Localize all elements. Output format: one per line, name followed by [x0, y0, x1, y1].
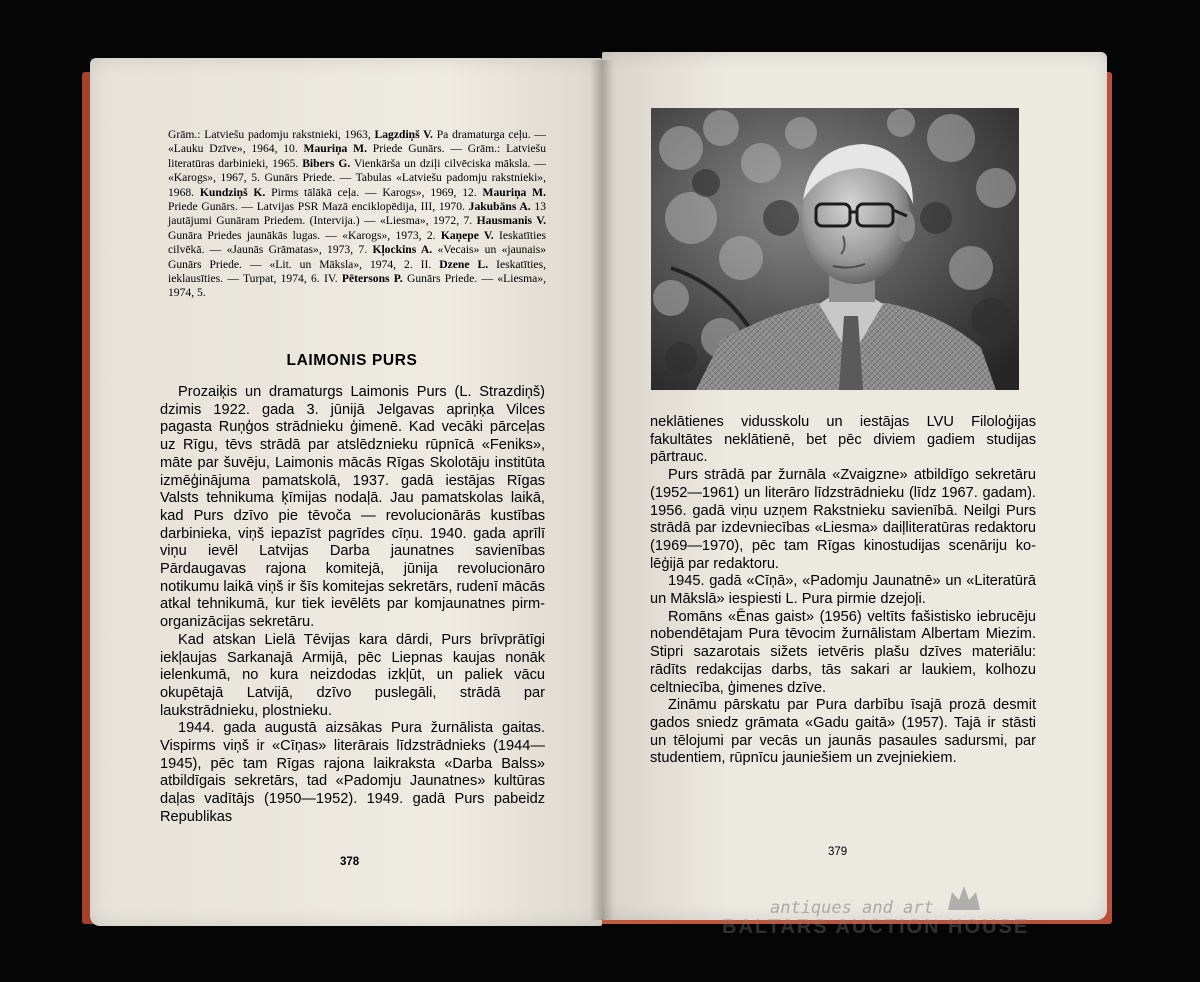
bibliography-text: Grām.: Latviešu padomju rakstnieki, 1963,: [168, 128, 375, 141]
page-number-right: 379: [828, 846, 848, 858]
watermark-tagline: antiques and art: [770, 898, 934, 918]
body-paragraph: neklātienes vidusskolu un iestājas LVU Filoloģijas fakultātes neklātienē, bet pēc diviem gadiem studijas pārtrauc.: [650, 414, 1036, 466]
bibliography-author: Mauriņa M.: [303, 142, 367, 156]
bibliography-text: Pirms tālākā ceļa. — Karogs», 1969, 12.: [265, 185, 483, 199]
bibliography-author: Dzene L.: [439, 257, 489, 271]
crown-icon: [946, 884, 982, 914]
bibliography-text: Ieskatīties cilvēkā. — «Jaunās Grāmatas», 1973, 7.: [168, 228, 546, 257]
body-paragraph: Romāns «Ēnas gaist» (1956) veltīts fašistisko iebrucēju nobendētajam Pura tēvocim žurnālistam Albertam Miezim. Stipri sazarotais sižets ietvēris plašu dzīves materiālu: rādīts redakcijas darbs, tās sakari ar laukiem, kolhozu celtniecība, ģimenes dzīve.: [650, 608, 1036, 696]
body-paragraph: 1945. gadā «Cīņā», «Padomju Jaunatnē» un «Literatūrā un Mākslā» iespiesti L. Pura pirmie dzejoļi.: [650, 573, 1036, 608]
bibliography-text: Gunārs Priede. — «Liesma», 1974, 5.: [168, 272, 547, 300]
bibliography-text: Gunāra Priedes jaunākās lugas. — «Karogs», 1973, 2.: [168, 228, 441, 242]
page-number-left: 378: [340, 856, 360, 868]
bibliography-text: «Vecais» un «jaunais» Gunārs Priede. — «Lit. un Māksla», 1974, 2. II.: [168, 243, 547, 271]
portrait-illustration: [651, 108, 1019, 390]
bibliography-text: Vienkārša un dziļi cilvēciska māksla. — «Karogs», 1967, 5. Gunārs Priede. — Tabulas «Latviešu padomju rakstnieki», 1968.: [168, 156, 546, 199]
author-portrait-photo: [651, 108, 1019, 390]
bibliography-text: Pa dramaturga ceļu. — «Lauku Dzīve», 1964, 10.: [168, 128, 546, 156]
section-title: LAIMONIS PURS: [286, 352, 418, 369]
body-paragraph: Kad atskan Lielā Tēvijas kara dārdi, Purs brīvprātīgi iekļaujas Sarkanajā Armijā, pēc Liepnas kaujas nonāk ielenkumā, no kura neizdodas izkļūt, un paliek vācu okupētajā Latvijā, dzīvo puslegāli, strādā par laukstrādnieku, plostnieku.: [160, 631, 545, 719]
bibliography-author: Jakubāns A.: [468, 200, 531, 214]
bibliography-author: Mauriņa M.: [482, 185, 546, 199]
bibliography-author: Bibers G.: [302, 156, 351, 170]
bibliography-author: Kaņepe V.: [440, 228, 494, 242]
bibliography-text: Ieskatīties, ieklausīties. — Turpat, 1974, 6. IV.: [168, 257, 546, 286]
bibliography-paragraph: [168, 128, 546, 301]
watermark-brand: BALTARS AUCTION HOUSE: [722, 916, 1030, 938]
body-paragraph: 1944. gada augustā aizsākas Pura žurnālista gaitas. Vispirms viņš ir «Cīņas» literārais līdzstrādnieks (1944—1945), pēc tam Rīgas rajona laikraksta «Darba Balss» atbildīgais sekretārs, tad «Padomju Jaunatnes» kultūras daļas vadītājs (1950—1952). 1949. gadā Purs pabeidz Republikas: [160, 720, 545, 825]
bibliography-author: Kļockins A.: [372, 243, 433, 257]
bibliography-author: Pētersons P.: [341, 272, 403, 286]
body-paragraph: Prozaiķis un dramaturgs Laimonis Purs (L. Strazdiņš) dzimis 1922. gada 3. jūnijā Jelgavas apriņķa Vilces pagasta Ruņģos strādnieku ģimenē. Kad vecāki pārceļas uz Rīgu, tēvs strādā par atslēdznieku rūpnīcā «Feniks», māte par šuvēju, Laimonis mācās Rīgas Skolotāju institūta izmēģinājuma pamatskolā, 1937. gadā iestājas Rīgas Valsts tehnikuma ķīmijas nodaļā. Jau pamatskolas laikā, kad Purs dzīvo pie tēvoča — revolucionārās kustības darbinieka, viņš iepazīst pagrīdes cīņu. 1940. gada aprīlī viņu ievēl Latvijas Darba jaunatnes savienības Pārdaugavas rajona komitejā, jūnija revolucionāro notikumu laikā viņš ir šīs komitejas sekretārs, rudenī mācās atkal tehnikumā, kur tiek ievēlēts par komjaunatnes pirmorganizācijas sekretāru.: [160, 384, 545, 631]
left-body-text: [160, 384, 545, 827]
body-paragraph: Zināmu pārskatu par Pura darbību īsajā prozā desmit gados sniedz grāmata «Gadu gaitā» (1957). Tajā ir stāsti un tēlojumi par vecās un jaunās pasaules sadursmi, par studentiem, rūpnīcu jauniešiem un zvejniekiem.: [650, 697, 1036, 767]
bibliography-author: Lagzdiņš V.: [374, 128, 433, 141]
book-gutter: [590, 60, 614, 920]
bibliography-text: 13 jautājumi Gunāram Priedem. (Intervija.) — «Liesma», 1972, 7.: [168, 200, 546, 228]
bibliography-text: Priede Gunārs. — Latvijas PSR Mazā enciklopēdija, III, 1970.: [168, 200, 469, 214]
bibliography-author: Hausmanis V.: [476, 214, 547, 228]
body-paragraph: Purs strādā par žurnāla «Zvaigzne» atbildīgo sekretāru (1952—1961) un literāro līdzstrādnieku (līdz 1967. gadam). 1956. gadā viņu uzņem Rakstnieku savienībā. Neilgi Purs strādā par izdevniecības «Liesma» daiļliteratūras redaktoru (1969—1970), pēc tam Rīgas kinostudijas scenāriju kolēģijā par redaktoru.: [650, 467, 1036, 572]
right-body-text: [650, 414, 1036, 768]
bibliography-author: Kundziņš K.: [199, 185, 266, 199]
bibliography-text: Priede Gunārs. — Grām.: Latviešu literatūras darbinieki, 1965.: [168, 142, 546, 170]
